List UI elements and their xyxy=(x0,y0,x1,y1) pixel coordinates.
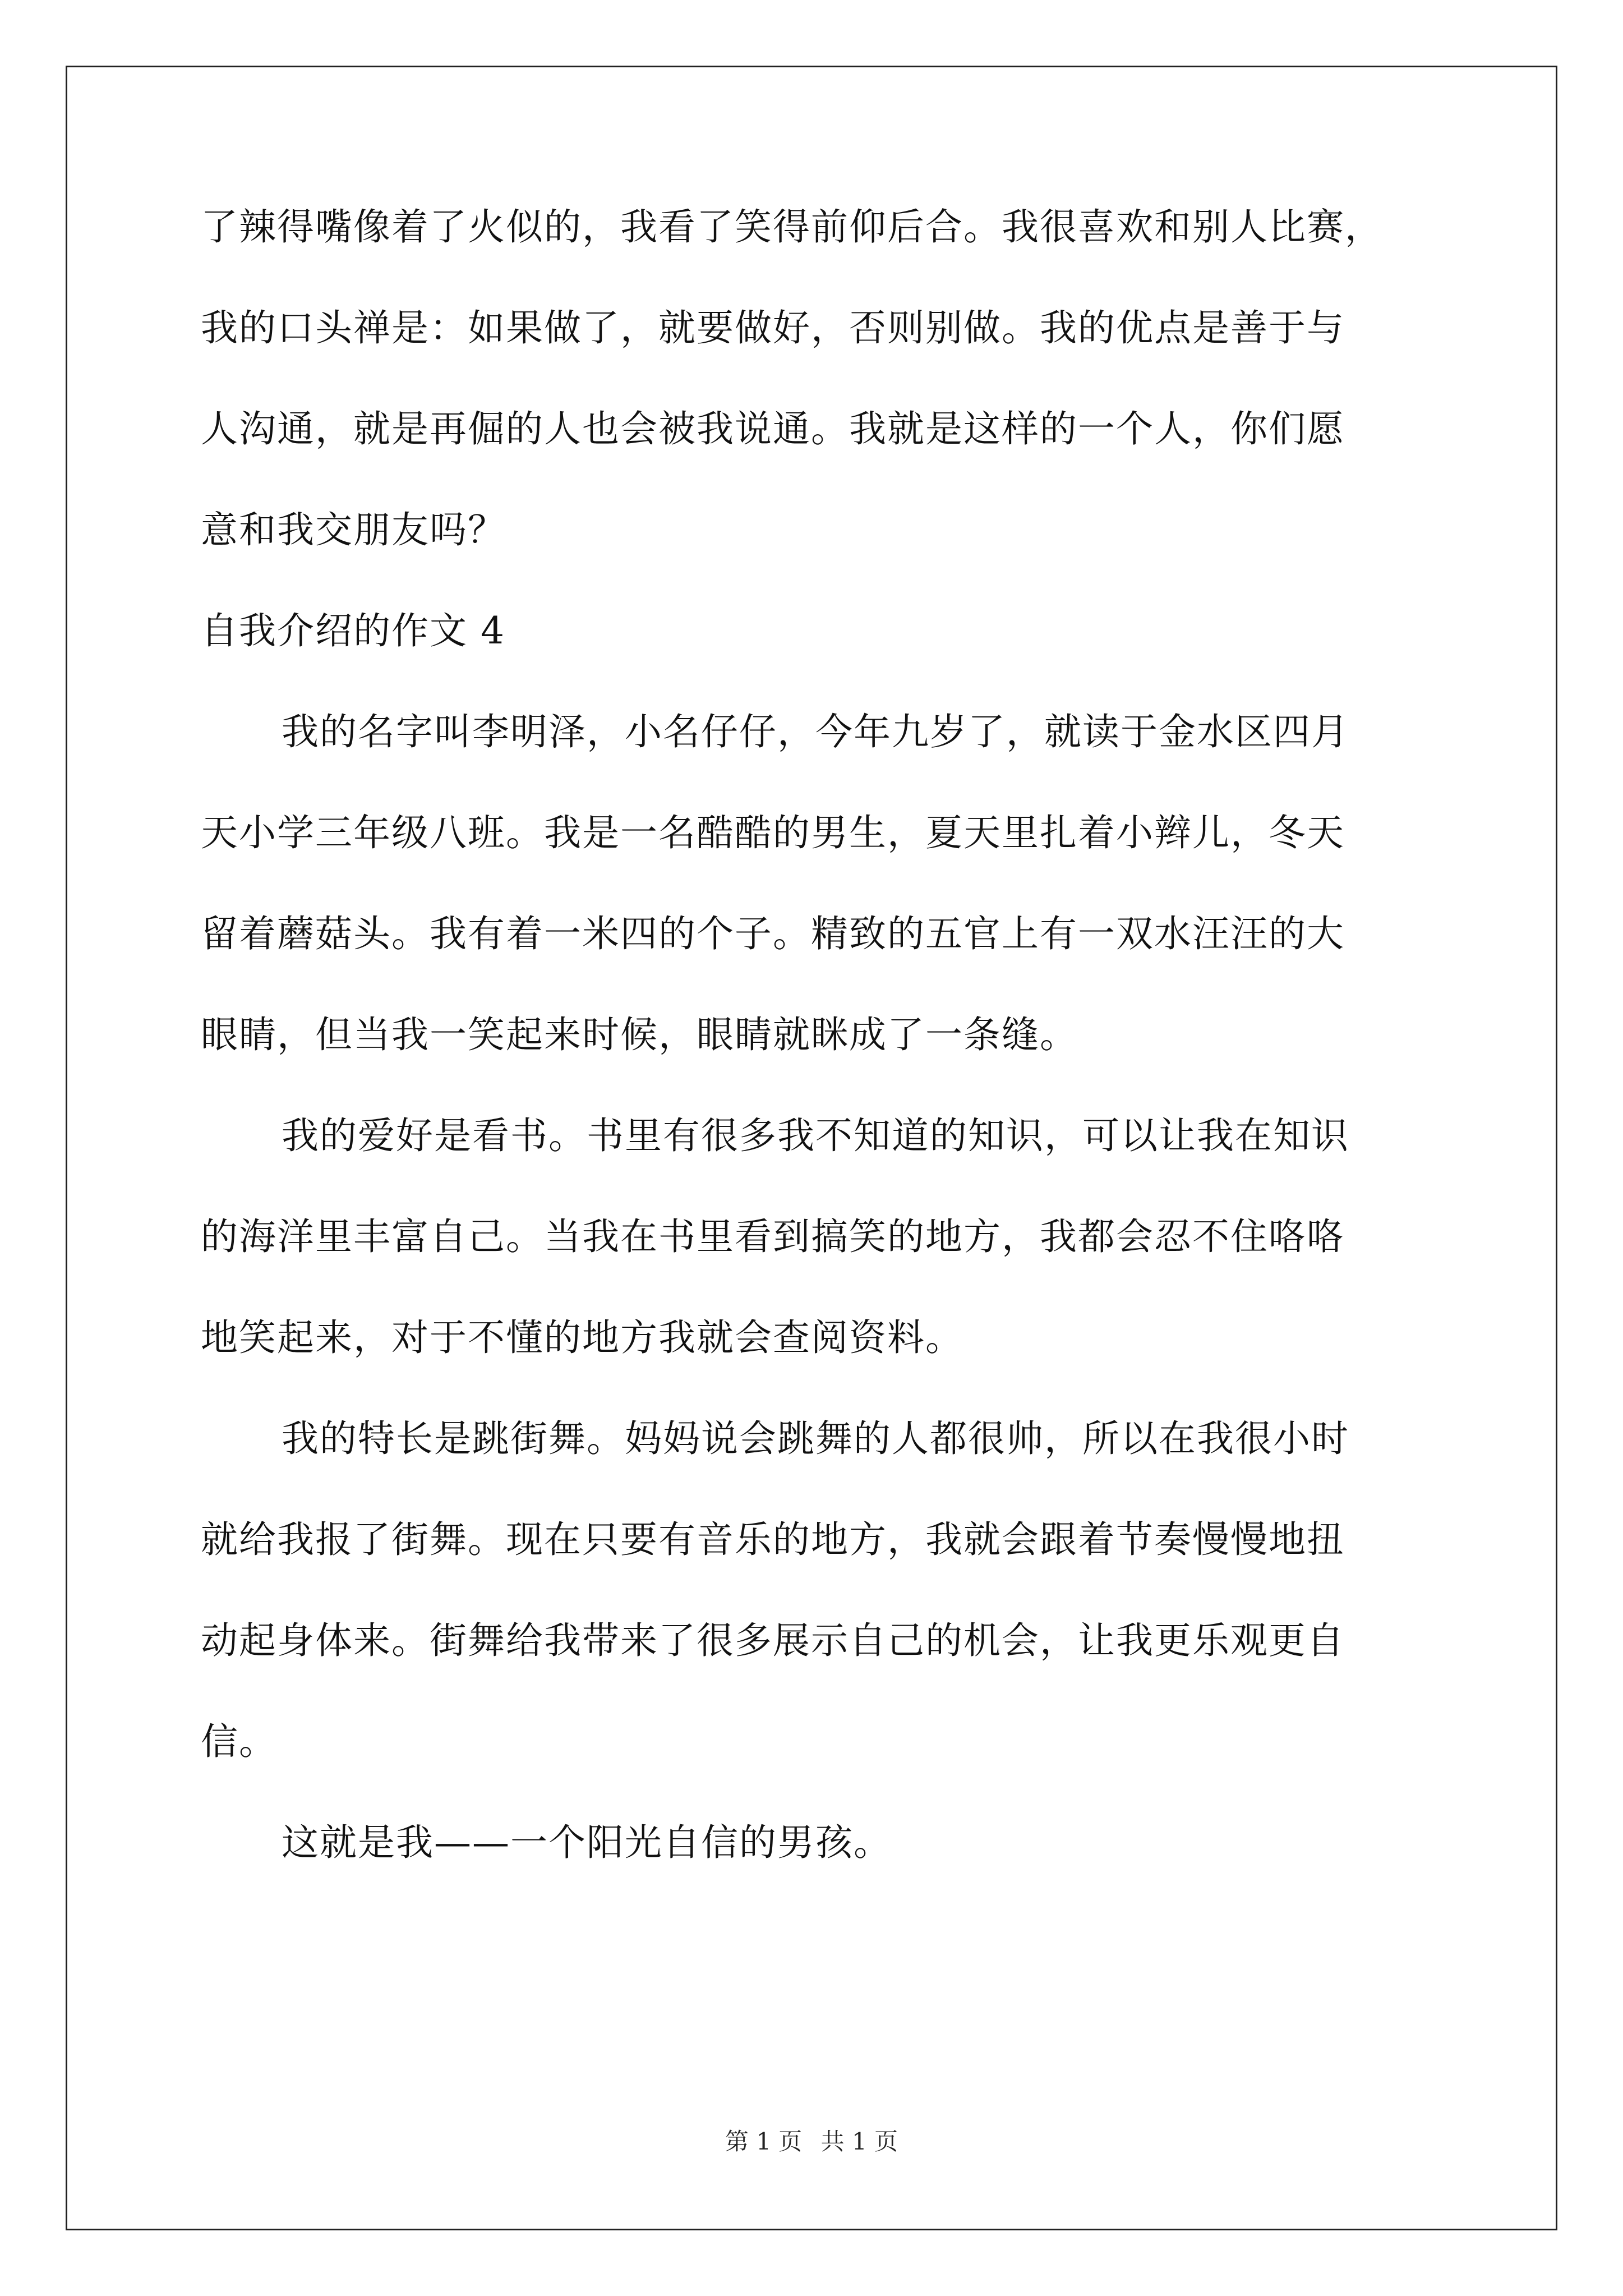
text-line: 天小学三年级八班。我是一名酷酷的男生，夏天里扎着小辫儿，冬天 xyxy=(201,811,1345,854)
text-line: 我的特长是跳街舞。妈妈说会跳舞的人都很帅，所以在我很小时 xyxy=(282,1417,1349,1460)
text-line: 留着蘑菇头。我有着一米四的个子。精致的五官上有一双水汪汪的大 xyxy=(201,912,1345,955)
text-line: 我的名字叫李明泽，小名仔仔，今年九岁了，就读于金水区四月 xyxy=(282,710,1349,753)
text-line: 就给我报了街舞。现在只要有音乐的地方，我就会跟着节奏慢慢地扭 xyxy=(201,1518,1345,1561)
text-line: 动起身体来。街舞给我带来了很多展示自己的机会，让我更乐观更自 xyxy=(201,1619,1345,1662)
page-total: 共 1 页 xyxy=(820,2128,898,2155)
text-line: 我的爱好是看书。书里有很多我不知道的知识，可以让我在知识 xyxy=(282,1114,1349,1157)
text-line: 人沟通，就是再倔的人也会被我说通。我就是这样的一个人，你们愿 xyxy=(201,407,1345,450)
section-heading: 自我介绍的作文 4 xyxy=(201,609,505,652)
text-line: 我的口头禅是：如果做了，就要做好，否则别做。我的优点是善于与 xyxy=(201,306,1345,349)
text-line: 了辣得嘴像着了火似的，我看了笑得前仰后合。我很喜欢和别人比赛， xyxy=(201,205,1383,249)
page-number: 第 1 页 xyxy=(725,2128,803,2155)
text-line: 的海洋里丰富自己。当我在书里看到搞笑的地方，我都会忍不住咯咯 xyxy=(201,1215,1345,1258)
text-line: 信。 xyxy=(201,1720,277,1763)
text-line: 地笑起来，对于不懂的地方我就会查阅资料。 xyxy=(201,1316,963,1359)
page-footer xyxy=(0,2130,1623,2154)
text-line: 这就是我——一个阳光自信的男孩。 xyxy=(282,1821,892,1864)
text-line: 眼睛，但当我一笑起来时候，眼睛就眯成了一条缝。 xyxy=(201,1013,1078,1056)
text-line: 意和我交朋友吗？ xyxy=(201,508,506,551)
